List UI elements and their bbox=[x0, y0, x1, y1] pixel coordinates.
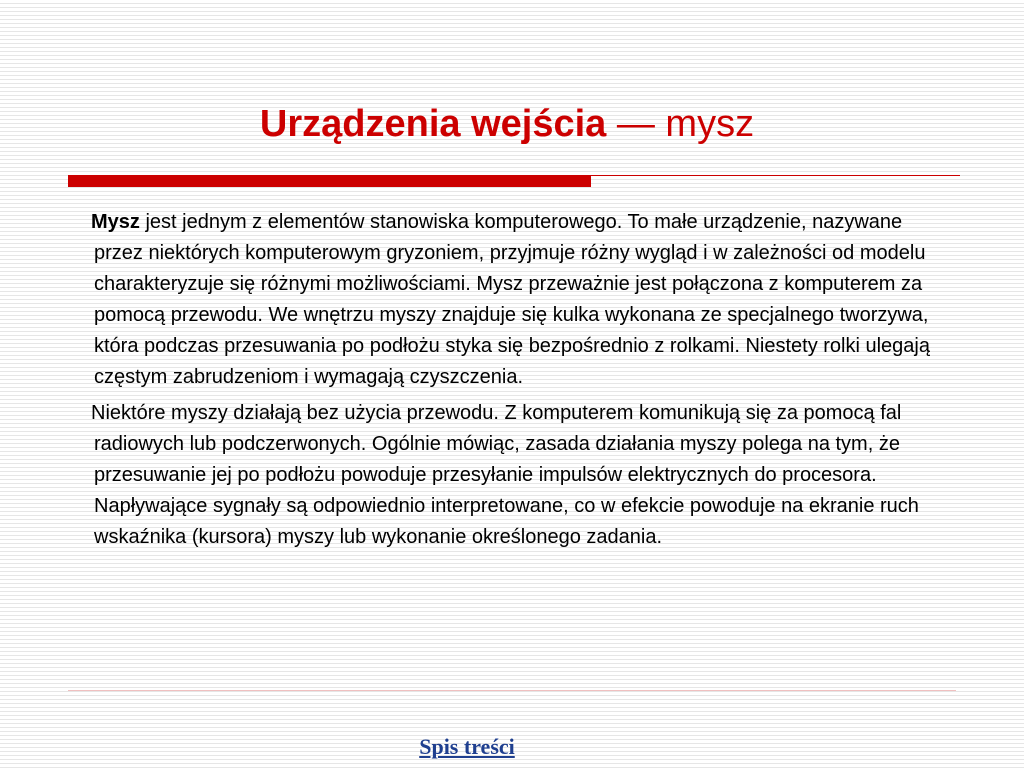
paragraph-2-text: Niektóre myszy działają bez użycia przewodu. Z komputerem komunikują się za pomocą fal radiowych lub podczerwonych. Ogólnie mówiąc, zasada działania myszy polega na tym, że przesuwanie jej po podłożu powoduje przesyłanie impulsów elektrycznych do procesora. Napływające sygnały są odpowiednio interpretowane, co w efekcie powoduje na ekranie ruch wskaźnika (kursora) myszy lub wykonanie określonego zadania. bbox=[91, 402, 919, 548]
slide-title bbox=[0, 101, 1014, 147]
slide-title-sub: — mysz bbox=[606, 103, 755, 146]
accent-bar-thick bbox=[68, 175, 591, 187]
slide-title-main: Urządzenia wejścia bbox=[259, 103, 607, 146]
accent-bar-thin bbox=[591, 175, 960, 176]
paragraph-1-strong: Mysz bbox=[91, 211, 140, 233]
paragraph-2 bbox=[74, 398, 950, 553]
slide-body bbox=[74, 207, 950, 558]
bottom-divider bbox=[68, 690, 956, 691]
paragraph-1 bbox=[74, 207, 950, 393]
paragraph-1-text: jest jednym z elementów stanowiska komputerowego. To małe urządzenie, nazywane przez niektórych komputerowym gryzoniem, przyjmuje różny wygląd i w zależności od modelu charakteryzuje się różnymi możliwościami. Mysz przeważnie jest połączona z komputerem za pomocą przewodu. We wnętrzu myszy znajduje się kulka wykonana ze specjalnego tworzywa, która podczas przesuwania po podłożu styka się bezpośrednio z rolkami. Niestety rolki ulegają częstym zabrudzeniom i wymagają czyszczenia. bbox=[94, 211, 930, 388]
table-of-contents-link[interactable]: Spis treści bbox=[419, 734, 515, 759]
